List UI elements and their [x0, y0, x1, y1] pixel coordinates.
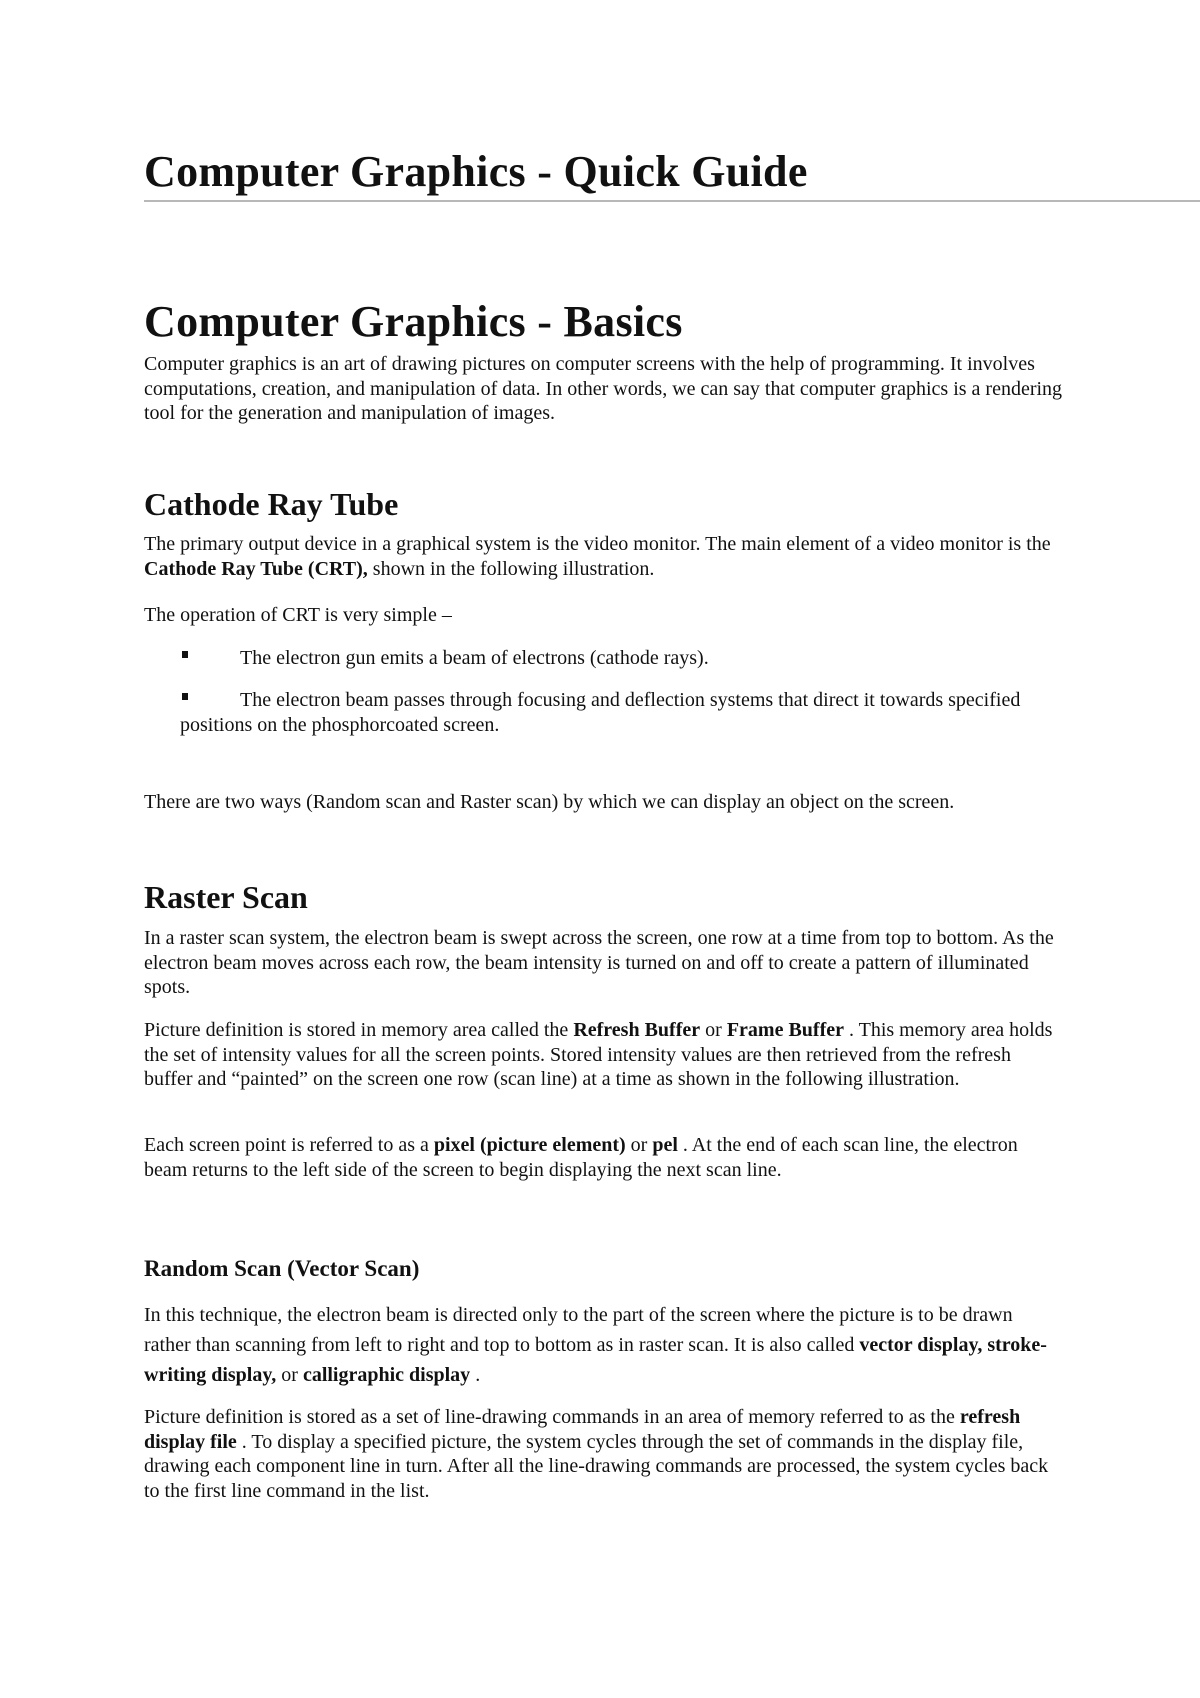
raster-heading: Raster Scan: [144, 879, 308, 915]
crt-paragraph-2: The operation of CRT is very simple –: [144, 604, 452, 626]
raster-p2-bold-1: Refresh Buffer: [573, 1019, 701, 1041]
raster-p3-text-b: or: [625, 1134, 653, 1156]
raster-p3-text-a: Each screen point is referred to as a: [144, 1134, 434, 1156]
crt-bullet-1: The electron gun emits a beam of electrons (cathode rays).: [240, 647, 709, 669]
crt-bullet-2: The electron beam passes through focusing and deflection systems that direct it towards specified positions on the phosphorcoated screen.: [180, 689, 1021, 736]
random-p2-bold: refresh display file: [144, 1406, 1021, 1453]
raster-p3-text-c: . At the end of each scan line, the electron beam returns to the left side of the screen to begin displaying the next scan line.: [144, 1134, 1018, 1181]
raster-p2-text-b: or: [700, 1019, 727, 1041]
raster-p2-text-c: . This memory area holds the set of intensity values for all the screen points. Stored intensity values are then retrieved from the refresh buffer and “painted” on the screen one row (scan line) at a time as shown in the following illustration.: [144, 1019, 1053, 1090]
random-p1-text-c: .: [470, 1364, 481, 1386]
random-p1-bold-2: calligraphic display: [302, 1364, 471, 1386]
crt-heading: Cathode Ray Tube: [144, 486, 399, 522]
crt-paragraph-3: There are two ways (Random scan and Raster scan) by which we can display an object on the screen.: [144, 791, 955, 813]
crt-paragraph-1: [144, 532, 1064, 581]
raster-p3-bold-2: pel: [652, 1134, 678, 1156]
random-p1-text-b: or: [276, 1364, 303, 1386]
crt-p1-text-b: shown in the following illustration.: [367, 557, 655, 580]
random-p1-text-a: In this technique, the electron beam is directed only to the part of the screen where the picture is to be drawn rather than scanning from left to right and top to bottom as in raster scan. It is also called: [144, 1304, 1013, 1356]
random-paragraph-2: [144, 1405, 1064, 1503]
random-scan-heading: Random Scan (Vector Scan): [144, 1256, 420, 1281]
raster-paragraph-3: [144, 1133, 1064, 1182]
raster-p3-bold-1: pixel (picture element): [433, 1134, 626, 1156]
raster-p2-bold-2: Frame Buffer: [726, 1019, 844, 1041]
random-p2-text-b: . To display a specified picture, the system cycles through the set of commands in the display file, drawing each component line in turn. After all the line-drawing commands are processed, the system cycles back to the first line command in the list.: [144, 1430, 1049, 1502]
crt-p1-bold: Cathode Ray Tube (CRT),: [144, 557, 368, 580]
random-p2-text-a: Picture definition is stored as a set of line-drawing commands in an area of memory referred to as the: [144, 1406, 960, 1428]
crt-p1-text-a: The primary output device in a graphical system is the video monitor. The main element of a video monitor is the: [144, 533, 1051, 555]
random-paragraph-1: [144, 1300, 1064, 1390]
raster-paragraph-2: [144, 1018, 1064, 1092]
title-divider: [144, 200, 1200, 202]
basics-intro-paragraph: Computer graphics is an art of drawing pictures on computer screens with the help of programming. It involves computations, creation, and manipulation of data. In other words, we can say that computer graphics is a rendering tool for the generation and manipulation of images.: [144, 353, 1063, 424]
basics-heading: Computer Graphics - Basics: [144, 297, 683, 346]
raster-p2-text-a: Picture definition is stored in memory area called the: [144, 1019, 574, 1041]
document-title: Computer Graphics - Quick Guide: [144, 147, 808, 196]
raster-paragraph-1: In a raster scan system, the electron beam is swept across the screen, one row at a time from top to bottom. As the electron beam moves across each row, the beam intensity is turned on and off to create a pattern of illuminated spots.: [144, 927, 1054, 998]
random-p1-bold-1: vector display, stroke-writing display,: [144, 1334, 1047, 1386]
